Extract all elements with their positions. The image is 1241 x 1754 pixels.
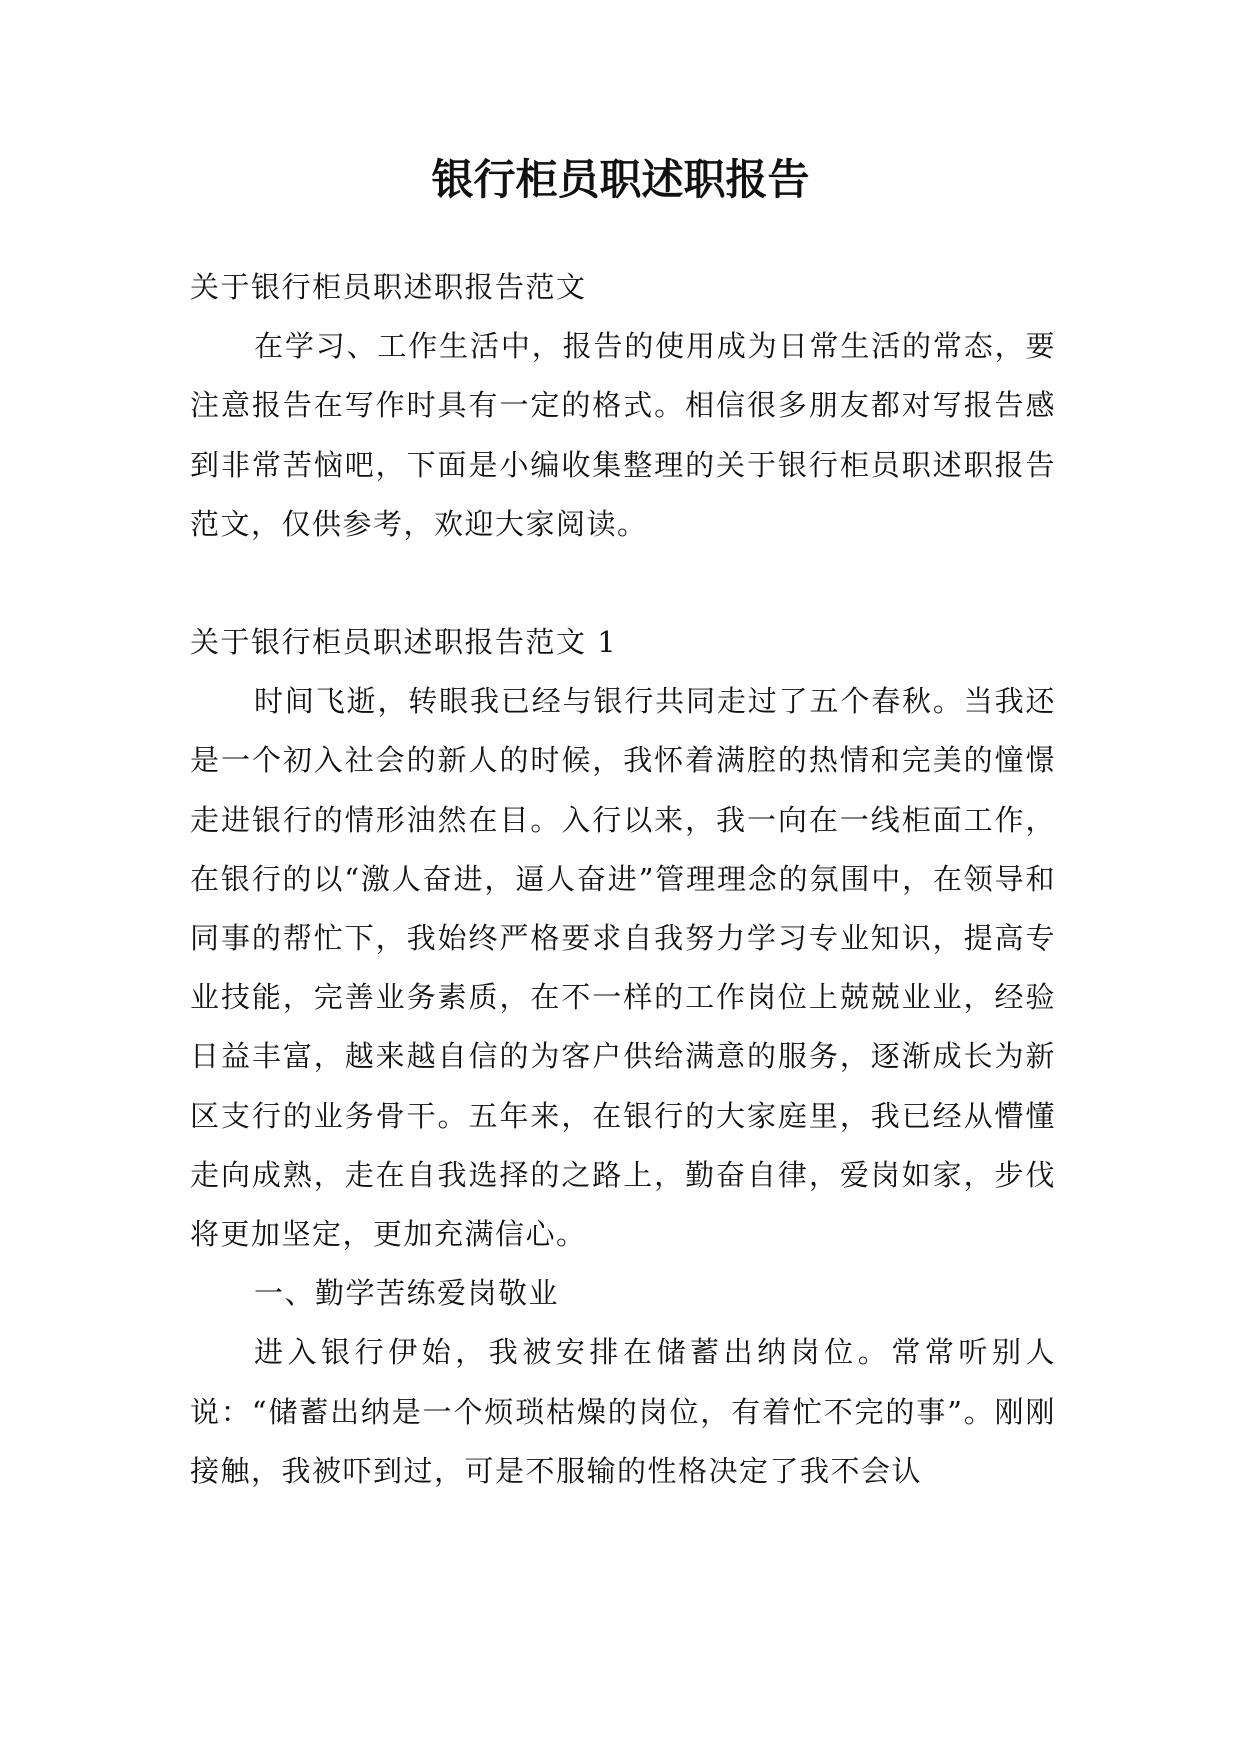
section-heading: 关于银行柜员职述职报告范文 1: [190, 625, 618, 660]
subsection-heading: 一、勤学苦练爱岗敬业: [254, 1276, 560, 1311]
section-spacer: [190, 554, 1056, 613]
intro-heading: 关于银行柜员职述职报告范文: [190, 270, 587, 304]
subsection-paragraph: 进入银行伊始，我被安排在储蓄出纳岗位。常常听别人说：“储蓄出纳是一个烦琐枯燥的岗位，有着忙不完的事”。刚刚接触，我被吓到过，可是不服输的性格决定了我不会认: [190, 1335, 1056, 1488]
section-paragraph: 时间飞逝，转眼我已经与银行共同走过了五个春秋。当我还是一个初入社会的新人的时候，我怀着满腔的热情和完美的憧憬走进银行的情形油然在目。入行以来，我一向在一线柜面工作，在银行的以“激人奋进，逼人奋进”管理理念的氛围中，在领导和同事的帮忙下，我始终严格要求自我努力学习专业知识，提高专业技能，完善业务素质，在不一样的工作岗位上兢兢业业，经验日益丰富，越来越自信的为客户供给满意的服务，逐渐成长为新区支行的业务骨干。五年来，在银行的大家庭里，我已经从懵懂走向成熟，走在自我选择的之路上，勤奋自律，爱岗如家，步伐将更加坚定，更加充满信心。: [190, 684, 1056, 1252]
intro-paragraph: 在学习、工作生活中，报告的使用成为日常生活的常态，要注意报告在写作时具有一定的格式。相信很多朋友都对写报告感到非常苦恼吧，下面是小编收集整理的关于银行柜员职述职报告范文，仅供参考，欢迎大家阅读。: [190, 329, 1056, 541]
document-title: 银行柜员职述职报告: [431, 155, 810, 204]
document-body: [190, 258, 1056, 1501]
